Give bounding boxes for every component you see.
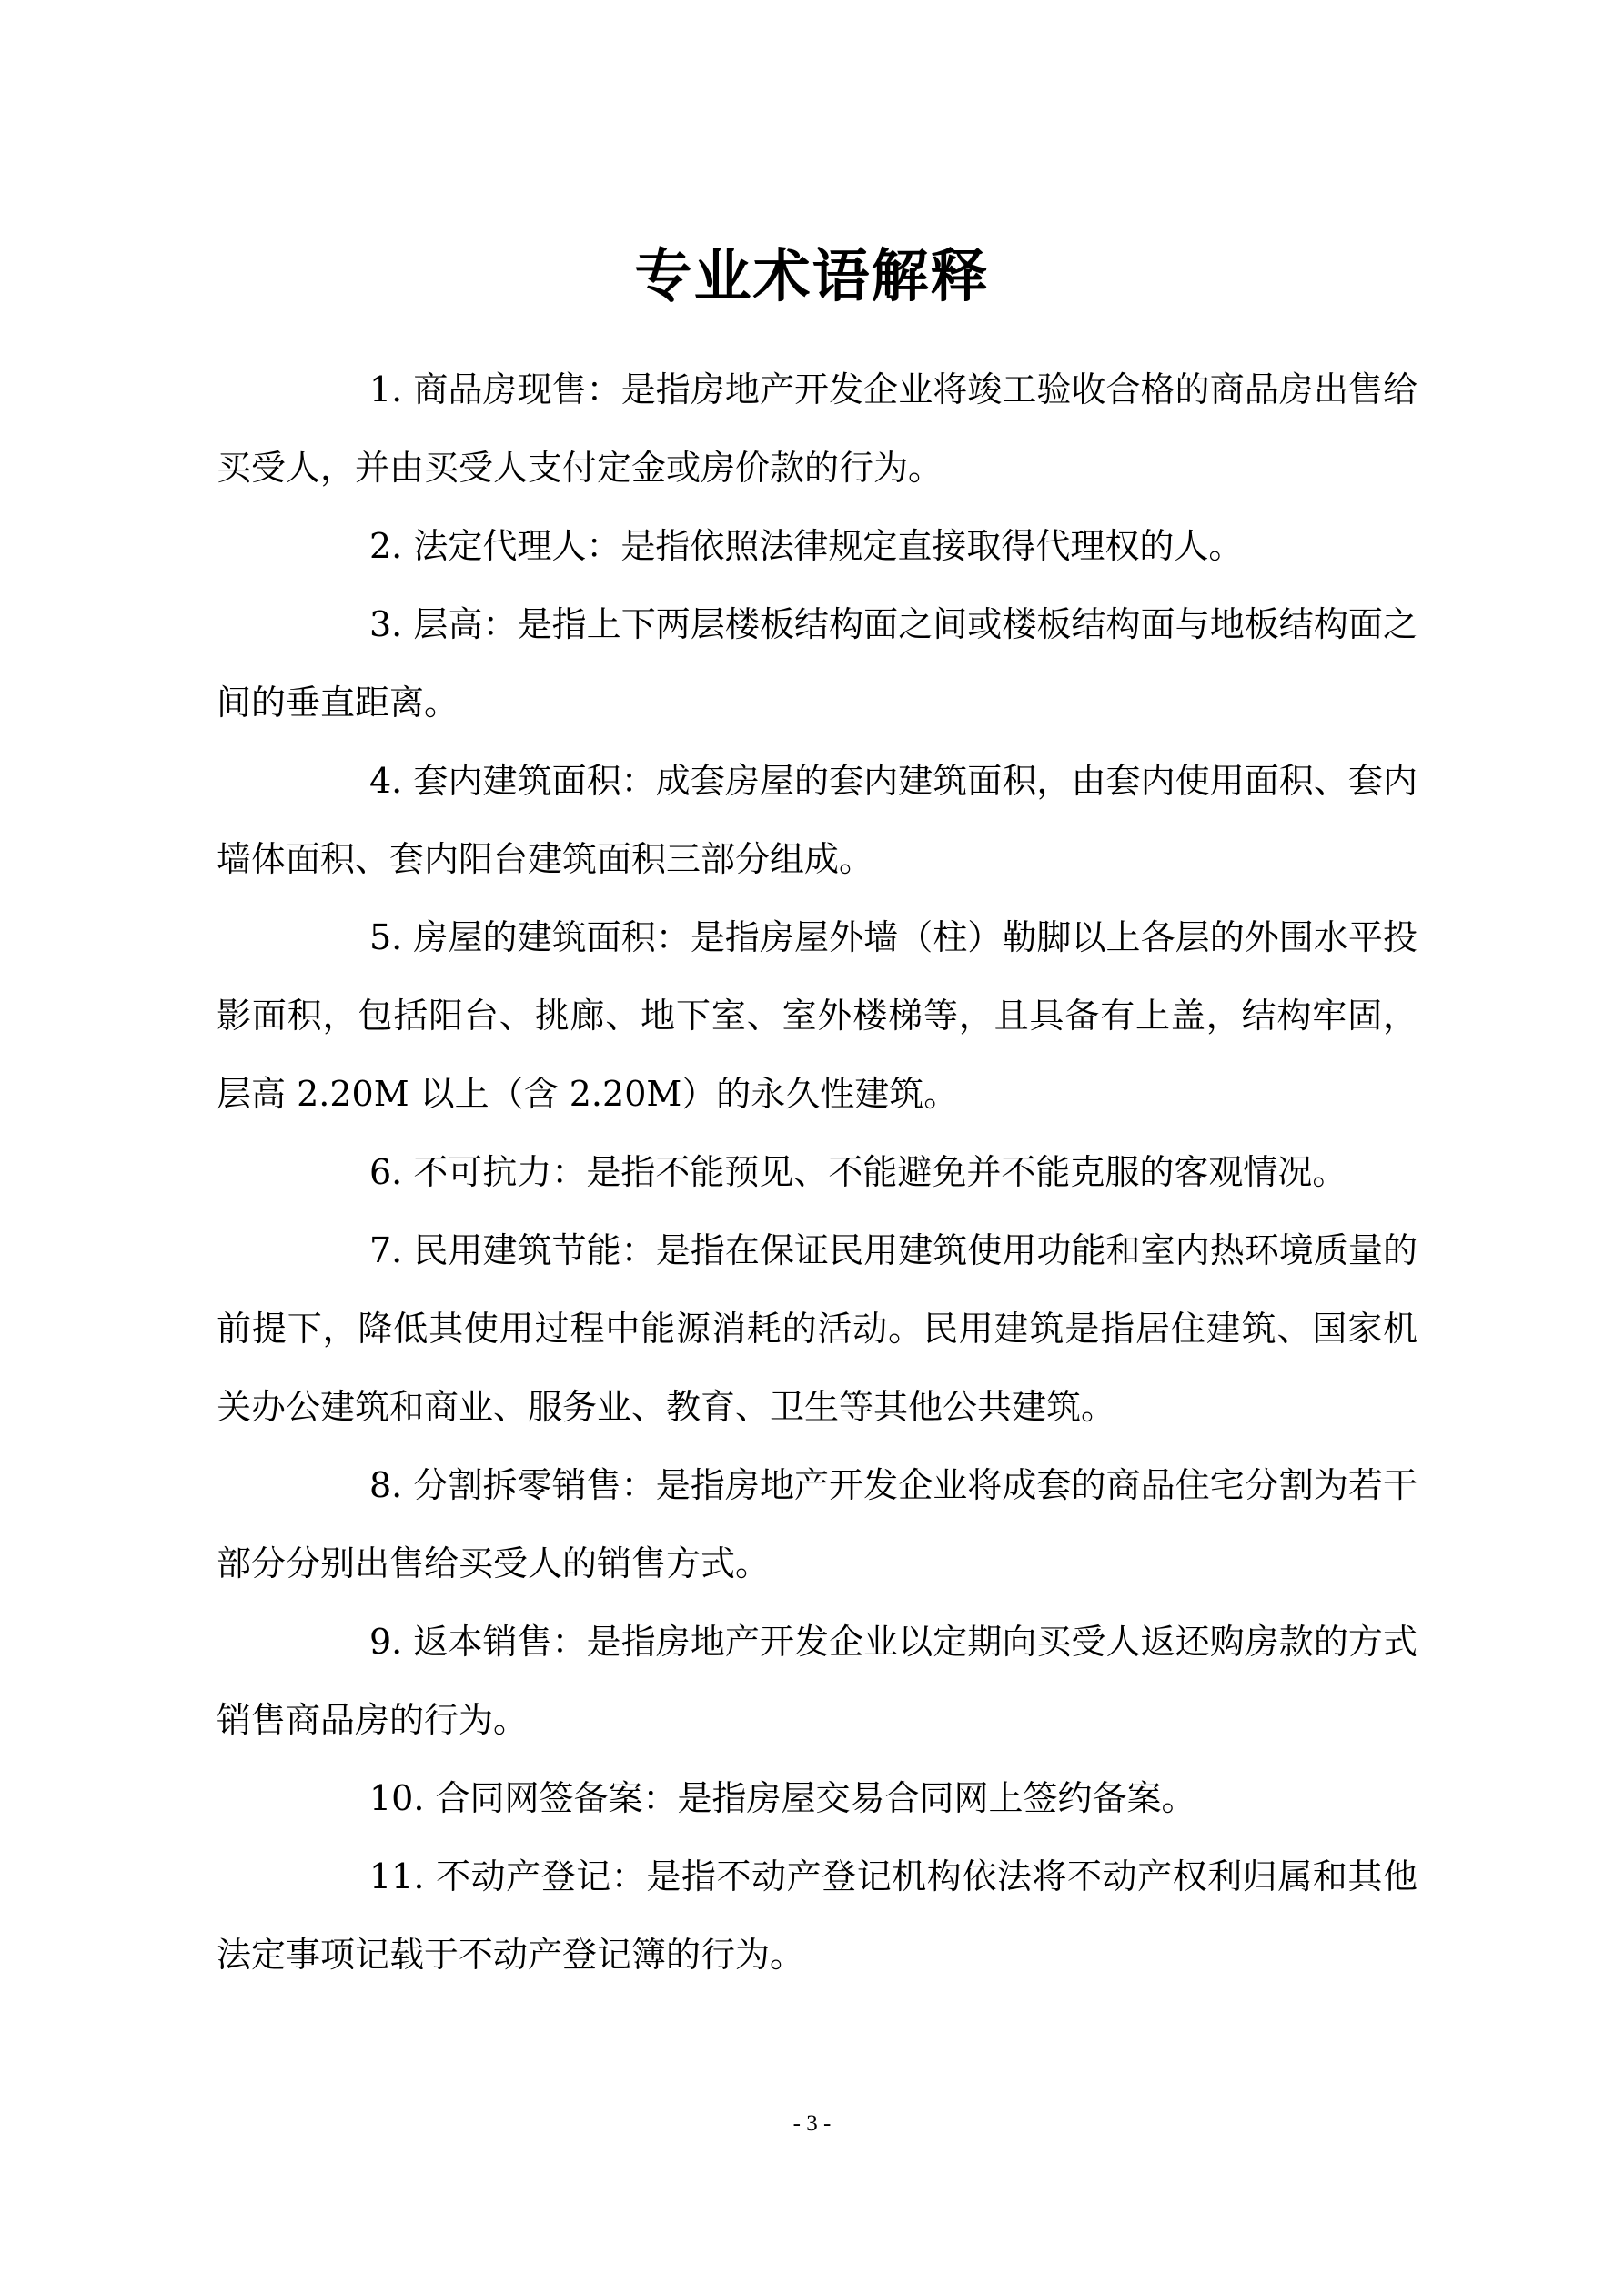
term-text: 合同网签备案：是指房屋交易合同网上签约备案。 [435,1778,1196,1818]
page-title: 专业术语解释 [634,243,990,310]
term-number: 7. [369,1230,403,1270]
term-text: 不动产登记：是指不动产登记机构依法将不动产权利归属和其他法定事项记载于不动产登记簿的行为。 [217,1856,1417,1975]
term-item-1 [217,350,1417,507]
term-text: 套内建筑面积：成套房屋的套内建筑面积，由套内使用面积、套内墙体面积、套内阳台建筑面积三部分组成。 [217,761,1417,879]
term-number: 8. [369,1465,403,1505]
term-item-11 [217,1837,1417,1994]
page-number: - 3 - [792,2111,832,2136]
term-number: 2. [369,526,403,566]
term-item-7 [217,1211,1417,1446]
term-text: 民用建筑节能：是指在保证民用建筑使用功能和室内热环境质量的前提下，降低其使用过程中能源消耗的活动。民用建筑是指居住建筑、国家机关办公建筑和商业、服务业、教育、卫生等其他公共建筑。 [217,1230,1417,1427]
term-list [217,350,1417,1994]
term-text: 法定代理人：是指依照法律规定直接取得代理权的人。 [413,526,1244,566]
term-number: 6. [369,1152,403,1192]
term-text: 不可抗力：是指不能预见、不能避免并不能克服的客观情况。 [413,1152,1347,1192]
term-item-6 [217,1133,1417,1211]
term-item-10 [217,1759,1417,1837]
term-item-8 [217,1446,1417,1603]
term-number: 10. [369,1778,425,1818]
term-text: 返本销售：是指房地产开发企业以定期向买受人返还购房款的方式销售商品房的行为。 [217,1622,1417,1740]
term-number: 1. [369,369,403,410]
term-text: 房屋的建筑面积：是指房屋外墙（柱）勒脚以上各层的外围水平投影面积，包括阳台、挑廊、地下室、室外楼梯等，且具备有上盖，结构牢固，层高 2.20M 以上（含 2.20M）的永久性建筑。 [217,917,1417,1114]
term-number: 11. [369,1856,425,1896]
term-text: 商品房现售：是指房地产开发企业将竣工验收合格的商品房出售给买受人，并由买受人支付定金或房价款的行为。 [217,369,1417,488]
term-item-2 [217,507,1417,585]
term-number: 4. [369,761,403,801]
term-item-9 [217,1603,1417,1759]
term-item-5 [217,898,1417,1133]
term-number: 9. [369,1622,403,1662]
term-number: 3. [369,604,403,644]
term-number: 5. [369,917,403,957]
term-item-4 [217,742,1417,898]
term-item-3 [217,585,1417,742]
term-text: 层高：是指上下两层楼板结构面之间或楼板结构面与地板结构面之间的垂直距离。 [217,604,1417,723]
term-text: 分割拆零销售：是指房地产开发企业将成套的商品住宅分割为若干部分分别出售给买受人的销售方式。 [217,1465,1417,1583]
